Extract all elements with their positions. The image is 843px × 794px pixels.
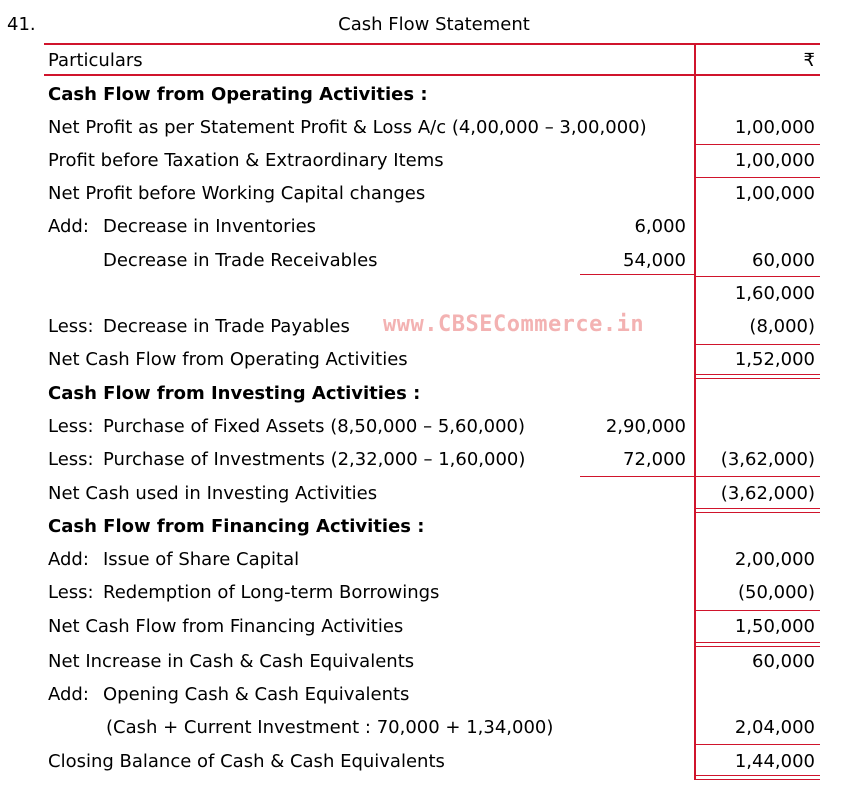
row-subamount: 2,90,000 (605, 416, 686, 437)
row-amount: 1,50,000 (734, 616, 815, 637)
row-amount: 60,000 (752, 250, 815, 271)
table-row (48, 143, 820, 176)
question-number: 41. (7, 14, 36, 35)
particulars-header: Particulars (48, 50, 143, 71)
row-amount: 1,52,000 (734, 349, 815, 370)
table-row (48, 644, 820, 677)
row-label: Cash Flow from Operating Activities : (48, 84, 428, 105)
page-title: Cash Flow Statement (338, 14, 530, 35)
table-row (48, 710, 820, 743)
row-amount: (8,000) (749, 316, 815, 337)
watermark: www.CBSECommerce.in (383, 312, 645, 337)
row-label: Purchase of Fixed Assets (8,50,000 – 5,60,000) (103, 416, 525, 437)
row-amount: 1,00,000 (734, 150, 815, 171)
row-prefix: Add: (48, 549, 89, 570)
row-prefix: Less: (48, 316, 94, 337)
row-amount: 60,000 (752, 651, 815, 672)
row-prefix: Less: (48, 449, 94, 470)
row-amount: 1,60,000 (734, 283, 815, 304)
row-amount: 2,04,000 (734, 717, 815, 738)
row-amount: 2,00,000 (734, 549, 815, 570)
table-row (48, 110, 820, 143)
row-label: Closing Balance of Cash & Cash Equivalents (48, 751, 445, 772)
row-label: (Cash + Current Investment : 70,000 + 1,34,000) (106, 717, 554, 738)
table-row (48, 442, 820, 475)
row-amount: 1,44,000 (734, 751, 815, 772)
table-row (48, 342, 820, 375)
row-label: Decrease in Trade Payables (103, 316, 350, 337)
row-amount: (50,000) (737, 582, 815, 603)
double-rule (694, 779, 820, 780)
row-label: Cash Flow from Investing Activities : (48, 383, 421, 404)
row-subamount: 54,000 (623, 250, 686, 271)
row-label: Profit before Taxation & Extraordinary Items (48, 150, 444, 171)
table-row (48, 176, 820, 209)
row-amount: 1,00,000 (734, 117, 815, 138)
table-row (48, 609, 820, 642)
section-heading-financing (48, 509, 820, 542)
row-label: Decrease in Trade Receivables (103, 250, 378, 271)
row-subamount: 72,000 (623, 449, 686, 470)
row-prefix: Less: (48, 582, 94, 603)
row-label: Net Cash Flow from Operating Activities (48, 349, 408, 370)
row-prefix: Add: (48, 216, 89, 237)
row-label: Net Profit as per Statement Profit & Loss A/c (4,00,000 – 3,00,000) (48, 117, 647, 138)
table-row (48, 542, 820, 575)
table-row (48, 409, 820, 442)
table-row (48, 276, 820, 309)
row-label: Decrease in Inventories (103, 216, 317, 237)
row-label: Net Cash Flow from Financing Activities (48, 616, 404, 637)
row-prefix: Less: (48, 416, 94, 437)
row-label: Purchase of Investments (2,32,000 – 1,60,000) (103, 449, 526, 470)
row-label: Opening Cash & Cash Equivalents (103, 684, 410, 705)
currency-header: ₹ (803, 50, 815, 71)
column-header (48, 43, 820, 76)
table-row (48, 677, 820, 710)
table-row (48, 209, 820, 242)
row-amount: (3,62,000) (720, 449, 815, 470)
row-label: Redemption of Long-term Borrowings (103, 582, 440, 603)
row-label: Net Increase in Cash & Cash Equivalents (48, 651, 415, 672)
row-label: Net Cash used in Investing Activities (48, 483, 378, 504)
table-row (48, 476, 820, 509)
row-amount: (3,62,000) (720, 483, 815, 504)
row-label: Cash Flow from Financing Activities : (48, 516, 425, 537)
row-amount: 1,00,000 (734, 183, 815, 204)
table-row (48, 243, 820, 276)
row-label: Issue of Share Capital (103, 549, 300, 570)
row-label: Net Profit before Working Capital changes (48, 183, 426, 204)
section-heading-operating (48, 77, 820, 110)
row-prefix: Add: (48, 684, 89, 705)
table-row (48, 575, 820, 608)
row-subamount: 6,000 (634, 216, 686, 237)
table-row (48, 744, 820, 777)
section-heading-investing (48, 376, 820, 409)
